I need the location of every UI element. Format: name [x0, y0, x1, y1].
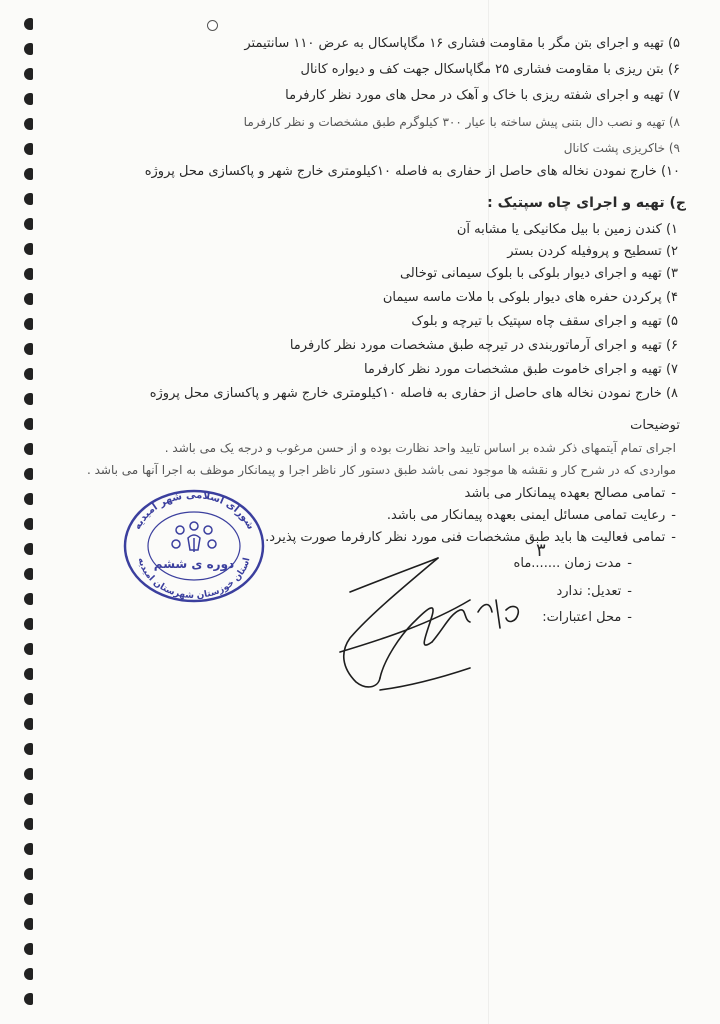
item-text: خارج نمودن نخاله های حاصل از حفاری به فاصله ۱۰کیلومتری خارج شهر و پاکسازی محل پروژه: [149, 386, 662, 401]
credit-place-field: -محل اعتبارات:: [542, 610, 632, 625]
credit-place-label: محل اعتبارات:: [542, 610, 622, 625]
item-number: ۱): [665, 222, 678, 237]
binder-punch-holes: [24, 10, 36, 1020]
item-number: ۷): [667, 88, 680, 103]
item-number: ۴): [665, 290, 678, 305]
hole-punch-mark: [207, 20, 218, 31]
list-item: [301, 62, 681, 78]
item-number: ۲): [665, 244, 678, 259]
item-text: کندن زمین با بیل مکانیکی یا مشابه آن: [456, 222, 662, 237]
item-number: ۸): [665, 386, 678, 401]
item-number: ۷): [665, 362, 678, 377]
stamp-middle-text: دوره ی ششم: [153, 557, 235, 571]
adjustment-text: تعدیل: ندارد: [556, 584, 622, 599]
item-text: تهیه و اجرای آرماتوربندی در تیرچه طبق مشخصات مورد نظر کارفرما: [289, 338, 662, 353]
duration-field: -مدت زمان .......ماه: [513, 556, 632, 571]
item-number: ۹): [668, 141, 680, 155]
list-item: [290, 338, 678, 354]
note-line: مواردی که در شرح کار و نقشه ها موجود نمی باشد طبق دستور کار ناظر اجرا و پیمانکار موظف به اجرا آنها می باشد .: [87, 463, 676, 477]
note-line: اجرای تمام آیتمهای ذکر شده بر اساس تایید واحد نظارت بوده و از حسن مرغوب و درجه یک می باشد .: [164, 441, 676, 455]
list-item: [150, 386, 678, 402]
list-item: [364, 362, 678, 378]
handwritten-signature: [320, 540, 560, 720]
item-text: تهیه و اجرای سقف چاه سپتیک با تیرچه و بلوک: [411, 314, 662, 329]
item-text: پرکردن حفره های دیوار بلوکی با ملات ماسه سیمان: [382, 290, 662, 305]
list-item: [457, 222, 678, 238]
item-text: تسطیح و پروفیله کردن بستر: [507, 244, 662, 259]
note-text: تمامی فعالیت ها باید طبق مشخصات فنی مورد نظر کارفرما صورت پذیرد.: [265, 530, 666, 545]
list-item: [383, 290, 678, 306]
item-text: تهیه و اجرای شفته ریزی با خاک و آهک در محل های مورد نظر کارفرما: [285, 88, 664, 103]
duration-unit: ماه: [513, 556, 532, 571]
item-text: تهیه و اجرای بتن مگر با مقاومت فشاری ۱۶ مگاپاسکال به عرض ۱۱۰ سانتیمتر: [244, 36, 664, 51]
list-item: [145, 164, 680, 180]
note-text: رعایت تمامی مسائل ایمنی بعهده پیمانکار می باشد.: [386, 508, 666, 523]
list-item: [411, 314, 678, 330]
item-number: ۸): [668, 115, 680, 129]
item-text: خارج نمودن نخاله های حاصل از حفاری به فاصله ۱۰کیلومتری خارج شهر و پاکسازی محل پروژه: [144, 164, 657, 179]
duration-handwritten-value: ۳: [536, 540, 546, 561]
item-number: ۶): [665, 338, 678, 353]
item-text: تهیه و نصب دال بتنی پیش ساخته با عیار ۳۰۰ کیلوگرم طبق مشخصات و نظر کارفرما: [243, 115, 666, 129]
item-number: ۳): [665, 266, 678, 281]
item-number: ۵): [665, 314, 678, 329]
note-line: -رعایت تمامی مسائل ایمنی بعهده پیمانکار می باشد.: [386, 508, 676, 523]
note-line: -تمامی فعالیت ها باید طبق مشخصات فنی مورد نظر کارفرما صورت پذیرد.: [265, 530, 676, 545]
section-heading: ج) تهیه و اجرای چاه سپتیک :: [487, 195, 686, 211]
item-number: ۶): [667, 62, 680, 77]
list-item: [285, 88, 680, 104]
item-text: تهیه و اجرای دیوار بلوکی با بلوک سیمانی توخالی: [399, 266, 662, 281]
stamp-bottom-text: استان خوزستان شهرستان امیدیه: [135, 556, 253, 602]
item-text: خاکریزی پشت کانال: [563, 141, 666, 155]
notes-heading: توضیحات: [630, 418, 680, 433]
duration-dots: .......: [531, 556, 561, 571]
list-item: [244, 114, 680, 130]
item-number: ۵): [667, 36, 680, 51]
list-item: [244, 36, 680, 52]
note-text: تمامی مصالح بعهده پیمانکار می باشد: [464, 486, 666, 501]
list-item: [400, 266, 678, 282]
list-item: [507, 244, 678, 260]
item-text: تهیه و اجرای خاموت طبق مشخصات مورد نظر کارفرما: [363, 362, 662, 377]
list-item: [564, 140, 680, 156]
stamp-top-text: شورای اسلامی شهر امیدیه: [131, 489, 257, 532]
duration-label: مدت زمان: [564, 556, 622, 571]
svg-text:شورای اسلامی شهر امیدیه: [132, 490, 256, 532]
adjustment-field: -تعدیل: ندارد: [556, 584, 632, 599]
note-line: -تمامی مصالح بعهده پیمانکار می باشد: [464, 486, 676, 501]
item-text: بتن ریزی با مقاومت فشاری ۲۵ مگاپاسکال جهت کف و دیواره کانال: [300, 62, 664, 77]
item-number: ۱۰): [660, 164, 680, 179]
official-stamp: [122, 488, 266, 604]
